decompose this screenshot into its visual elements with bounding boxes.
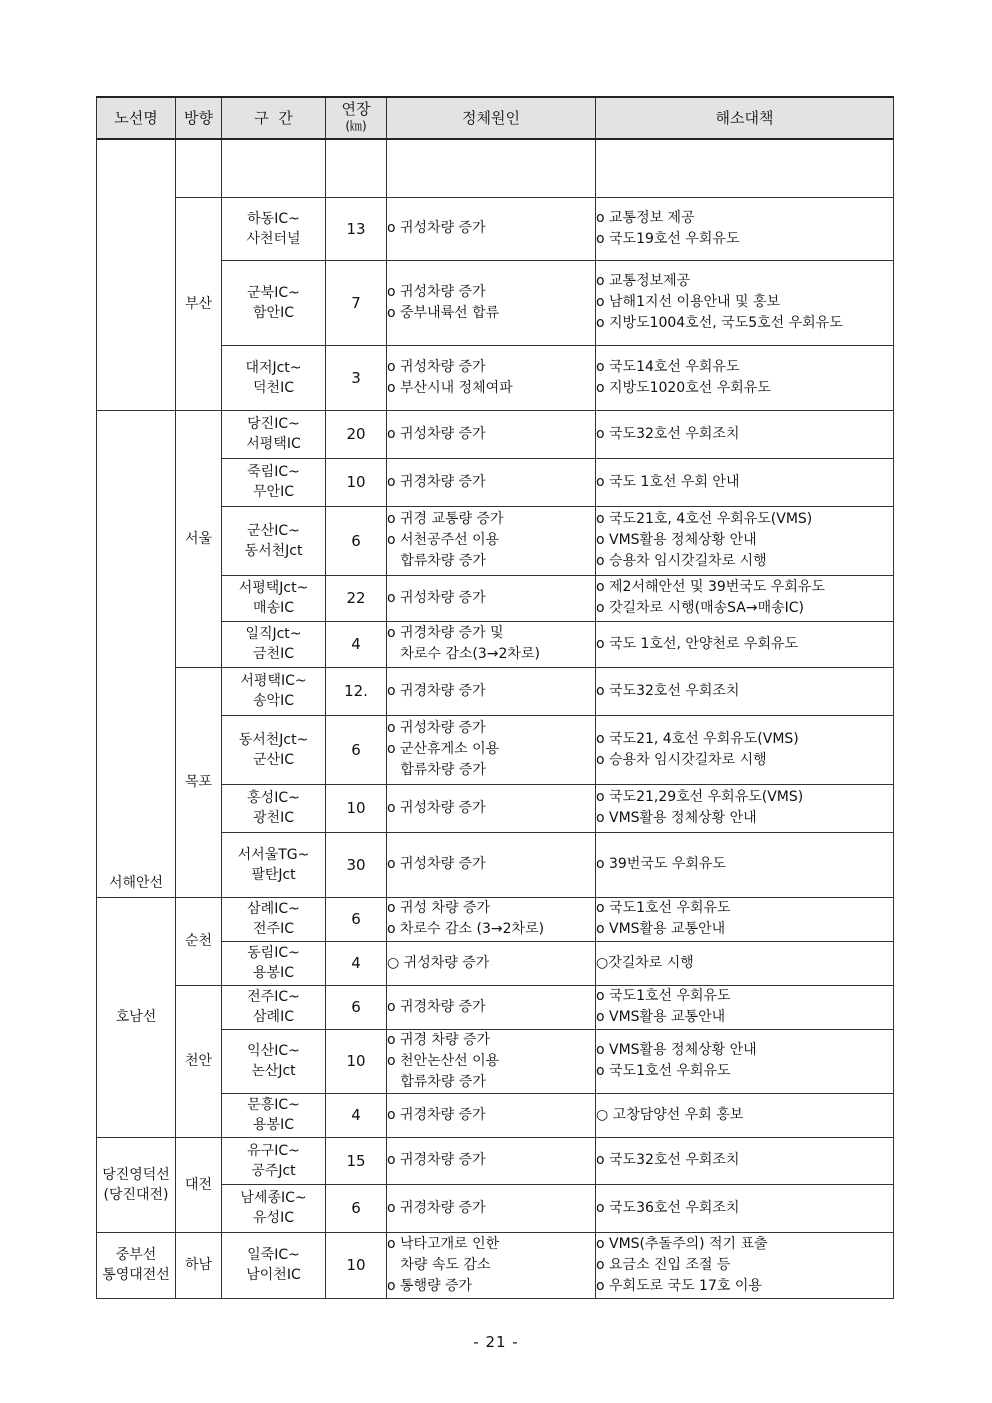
- plan-item: o 국도32호선 우회조치: [596, 1152, 740, 1168]
- route-name: (당진대전): [103, 1186, 169, 1203]
- plan-item: o 국도1호선 우회유도: [596, 1063, 731, 1079]
- section-name: 용봉IC: [253, 965, 294, 981]
- plan-cell: [596, 941, 894, 985]
- header-section: 구 간: [222, 97, 326, 139]
- length-cell: 22: [326, 575, 387, 621]
- direction-cell: [176, 197, 222, 410]
- direction-cell: [176, 1137, 222, 1232]
- length-cell: 10: [326, 784, 387, 832]
- length-cell: 10: [326, 1029, 387, 1093]
- plan-cell: [596, 410, 894, 458]
- route-name-cell: [97, 1137, 176, 1232]
- section-cell: [222, 784, 326, 832]
- cause-cell: [387, 345, 596, 410]
- direction-cell: [176, 410, 222, 667]
- section-cell: [222, 458, 326, 506]
- plan-item: o 국도14호선 우회유도: [596, 358, 740, 375]
- section-cell: [222, 1184, 326, 1232]
- section-name: 유구IC~: [247, 1142, 300, 1159]
- section-name: 남이천IC: [246, 1267, 301, 1283]
- cause-cell: [387, 197, 596, 260]
- direction-label: 천안: [184, 1053, 213, 1069]
- section-cell: [222, 506, 326, 575]
- section-name: 하동IC~: [247, 210, 300, 227]
- cause-cell: [387, 1232, 596, 1298]
- section-name: 금천IC: [253, 646, 294, 662]
- cause-cell: [387, 667, 596, 715]
- section-cell: [222, 260, 326, 345]
- table-row: [97, 1232, 894, 1298]
- section-name: 매송IC: [253, 600, 294, 616]
- plan-item: o 국도21, 4호선 우회유도(VMS): [596, 730, 799, 747]
- cause-cell: [387, 784, 596, 832]
- route-name: 당진영덕선: [102, 1166, 170, 1183]
- plan-item: o 남해1지선 이용안내 및 홍보: [596, 294, 781, 310]
- section-cell: [222, 667, 326, 715]
- section-name: 전주IC~: [247, 989, 300, 1005]
- length-cell: 6: [326, 985, 387, 1029]
- congestion-table: [96, 96, 894, 1299]
- cause-cell: [387, 621, 596, 667]
- cause-item: o 귀성차량 증가: [387, 589, 486, 606]
- section-cell: [222, 345, 326, 410]
- plan-item: o 국도32호선 우회조치: [596, 682, 740, 699]
- plan-cell: [596, 575, 894, 621]
- plan-item: o 국도 1호선 우회 안내: [596, 473, 740, 490]
- plan-item: o 교통정보 제공: [596, 209, 695, 226]
- plan-cell: [596, 458, 894, 506]
- cause-item: o 귀경차량 증가: [387, 682, 486, 699]
- section-cell: [222, 832, 326, 897]
- direction-label: 순천: [184, 933, 213, 949]
- length-cell: 10: [326, 458, 387, 506]
- direction-cell: [176, 139, 222, 197]
- plan-item: o VMS활용 교통안내: [596, 1009, 726, 1025]
- plan-cell: [596, 784, 894, 832]
- cause-cell: [387, 832, 596, 897]
- plan-cell: [596, 621, 894, 667]
- cause-item: 차로수 감소(3→2차로): [387, 646, 540, 662]
- length-cell: 4: [326, 1093, 387, 1137]
- plan-cell: [596, 667, 894, 715]
- cause-item: o 군산휴게소 이용: [387, 741, 500, 757]
- plan-item: o 국도1호선 우회유도: [596, 900, 731, 916]
- cause-item: o 귀경 교통량 증가: [387, 511, 504, 527]
- section-name: 송악IC: [253, 693, 294, 709]
- cause-item: o 귀경차량 증가 및: [387, 625, 504, 641]
- direction-label: 부산: [184, 295, 213, 312]
- section-cell: [222, 897, 326, 941]
- cause-item: o 귀성차량 증가: [387, 856, 486, 872]
- cause-item: o 통행량 증가: [387, 1277, 473, 1294]
- table-row: [97, 897, 894, 941]
- direction-label: 대전: [184, 1176, 213, 1193]
- direction-label: 하남: [184, 1257, 213, 1273]
- cause-item: o 귀성차량 증가: [387, 799, 486, 816]
- plan-item: ○ 고창담양선 우회 홍보: [596, 1106, 744, 1123]
- section-cell: [222, 1029, 326, 1093]
- cause-item: o 서천공주선 이용: [387, 532, 500, 548]
- route-name: 중부선: [115, 1247, 157, 1263]
- plan-cell: [596, 715, 894, 784]
- section-name: 군산IC: [253, 751, 294, 768]
- section-name: 전주IC: [253, 921, 294, 937]
- length-cell: 10: [326, 1232, 387, 1298]
- direction-cell: [176, 667, 222, 897]
- header-plan: 해소대책: [596, 97, 894, 139]
- section-name: 일죽IC~: [247, 1247, 300, 1263]
- length-cell: 13: [326, 197, 387, 260]
- header-direction: 방향: [176, 97, 222, 139]
- plan-item: o 지방도1004호선, 국도5호선 우회유도: [596, 315, 843, 331]
- plan-item: o 제2서해안선 및 39번국도 우회유도: [596, 579, 825, 595]
- section-cell: [222, 1093, 326, 1137]
- table-row: [97, 985, 894, 1029]
- length-cell: 6: [326, 1184, 387, 1232]
- plan-item: ○갓길차로 시행: [596, 954, 694, 971]
- section-name: 함안IC: [253, 304, 294, 321]
- table-row: [97, 667, 894, 715]
- plan-item: o 교통정보제공: [596, 273, 691, 289]
- plan-cell: [596, 985, 894, 1029]
- direction-cell: [176, 1232, 222, 1298]
- direction-label: 서울: [184, 530, 213, 547]
- plan-item: o 갓길차로 시행(매송SA→매송IC): [596, 600, 804, 616]
- section-name: 공주Jct: [251, 1162, 296, 1179]
- header-length: [326, 97, 387, 139]
- length-cell: 4: [326, 941, 387, 985]
- section-cell: [222, 715, 326, 784]
- cause-item: o 귀경차량 증가: [387, 1199, 486, 1216]
- page-number: - 21 -: [473, 1333, 519, 1351]
- plan-cell: [596, 1137, 894, 1184]
- plan-item: o VMS활용 정체상황 안내: [596, 532, 757, 548]
- section-cell: [222, 410, 326, 458]
- header-cause: 정체원인: [387, 97, 596, 139]
- route-name-cell: [97, 897, 176, 1137]
- section-cell: [222, 1232, 326, 1298]
- length-cell: 3: [326, 345, 387, 410]
- plan-item: o 국도19호선 우회유도: [596, 230, 740, 247]
- cause-cell: [387, 139, 596, 197]
- plan-item: o VMS활용 정체상황 안내: [596, 810, 757, 826]
- length-cell: 12.: [326, 667, 387, 715]
- cause-item: o 귀경차량 증가: [387, 1106, 486, 1123]
- section-name: 무안IC: [253, 484, 294, 500]
- plan-item: o 국도21,29호선 우회유도(VMS): [596, 789, 804, 805]
- route-name-cell: [97, 410, 176, 897]
- section-name: 문흥IC~: [247, 1097, 300, 1113]
- section-name: 서평택Jct~: [238, 580, 309, 596]
- cause-cell: [387, 575, 596, 621]
- cause-item: o 부산시내 정체여파: [387, 379, 513, 396]
- cause-item: 합류차량 증가: [387, 553, 486, 569]
- plan-item: o 지방도1020호선 우회유도: [596, 379, 771, 396]
- header-route: 노선명: [97, 97, 176, 139]
- cause-item: 합류차량 증가: [387, 1073, 486, 1090]
- section-cell: [222, 1137, 326, 1184]
- section-name: 남세종IC~: [240, 1190, 307, 1206]
- plan-item: o 국도 1호선, 안양천로 우회유도: [596, 635, 799, 652]
- cause-item: o 귀성차량 증가: [387, 720, 486, 736]
- section-cell: [222, 197, 326, 260]
- cause-cell: [387, 985, 596, 1029]
- section-name: 서서울TG~: [237, 846, 310, 863]
- section-name: 논산Jct: [251, 1063, 296, 1079]
- plan-cell: [596, 1029, 894, 1093]
- cause-cell: [387, 410, 596, 458]
- plan-item: o VMS활용 정체상황 안내: [596, 1042, 757, 1058]
- section-name: 대저Jct~: [245, 359, 302, 376]
- plan-item: o 승용차 임시갓길차로 시행: [596, 553, 767, 569]
- plan-item: o VMS(추돌주의) 적기 표출: [596, 1235, 768, 1252]
- section-cell: [222, 985, 326, 1029]
- section-name: 서평택IC: [246, 436, 301, 452]
- cause-item: o 귀성 차량 증가: [387, 900, 491, 916]
- plan-cell: [596, 260, 894, 345]
- section-name: 서평택IC~: [240, 673, 307, 689]
- cause-item: o 귀경차량 증가: [387, 473, 486, 490]
- table-row: [97, 1137, 894, 1184]
- length-cell: 6: [326, 715, 387, 784]
- table-row: [97, 410, 894, 458]
- cause-item: o 낙타고개로 인한: [387, 1235, 500, 1252]
- section-name: 죽림IC~: [247, 464, 300, 480]
- plan-cell: [596, 1184, 894, 1232]
- section-cell: [222, 621, 326, 667]
- cause-item: o 귀경차량 증가: [387, 1152, 486, 1168]
- plan-cell: [596, 506, 894, 575]
- plan-cell: [596, 1093, 894, 1137]
- cause-cell: [387, 260, 596, 345]
- route-name-cell: [97, 139, 176, 410]
- cause-cell: [387, 1093, 596, 1137]
- length-cell: 6: [326, 506, 387, 575]
- cause-cell: [387, 941, 596, 985]
- table-row: [97, 139, 894, 197]
- section-name: 덕천IC: [253, 379, 294, 396]
- section-name: 유성IC: [253, 1210, 294, 1226]
- header-row: [97, 97, 894, 139]
- section-cell: [222, 139, 326, 197]
- plan-cell: [596, 197, 894, 260]
- plan-cell: [596, 897, 894, 941]
- route-name: 호남선: [115, 1009, 157, 1025]
- section-name: 동서천Jct~: [238, 731, 309, 748]
- cause-cell: [387, 506, 596, 575]
- section-name: 익산IC~: [247, 1043, 300, 1059]
- cause-item: o 귀경 차량 증가: [387, 1031, 491, 1048]
- plan-item: o 우회도로 국도 17호 이용: [596, 1277, 762, 1294]
- route-name-cell: [97, 1232, 176, 1298]
- section-name: 군산IC~: [247, 522, 300, 539]
- direction-cell: [176, 985, 222, 1137]
- plan-item: o 국도21호, 4호선 우회유도(VMS): [596, 511, 813, 527]
- plan-item: o 국도32호선 우회조치: [596, 425, 740, 442]
- length-cell: 30: [326, 832, 387, 897]
- cause-item: ○ 귀성차량 증가: [387, 954, 490, 971]
- section-name: 사천터널: [246, 230, 301, 247]
- direction-cell: [176, 897, 222, 985]
- cause-item: o 중부내륙선 합류: [387, 304, 500, 321]
- route-name: 서해안선: [108, 874, 164, 891]
- cause-item: o 천안논산선 이용: [387, 1052, 500, 1069]
- plan-item: o 승용차 임시갓길차로 시행: [596, 751, 767, 768]
- length-cell: 7: [326, 260, 387, 345]
- plan-cell: [596, 139, 894, 197]
- plan-item: o 요금소 진입 조절 등: [596, 1256, 731, 1273]
- route-name: 통영대전선: [102, 1267, 170, 1283]
- section-name: 동림IC~: [247, 945, 300, 961]
- length-cell: [326, 139, 387, 197]
- plan-item: o 39번국도 우회유도: [596, 856, 726, 872]
- section-cell: [222, 575, 326, 621]
- cause-cell: [387, 1029, 596, 1093]
- section-cell: [222, 941, 326, 985]
- section-name: 팔탄Jct: [251, 866, 296, 883]
- section-name: 당진IC~: [247, 416, 300, 432]
- direction-label: 목포: [184, 774, 213, 790]
- section-name: 동서천Jct: [244, 542, 303, 559]
- header-length-unit: (㎞): [345, 119, 367, 133]
- cause-item: 합류차량 증가: [387, 762, 486, 778]
- plan-cell: [596, 832, 894, 897]
- plan-cell: [596, 1232, 894, 1298]
- section-name: 군북IC~: [247, 284, 300, 301]
- section-name: 삼례IC: [253, 1009, 294, 1025]
- header-length-label: 연장: [341, 100, 371, 118]
- plan-item: o 국도1호선 우회유도: [596, 988, 731, 1004]
- length-cell: 4: [326, 621, 387, 667]
- cause-item: 차량 속도 감소: [387, 1256, 491, 1273]
- section-name: 일직Jct~: [245, 626, 302, 642]
- section-name: 삼례IC~: [247, 901, 300, 917]
- length-cell: 15: [326, 1137, 387, 1184]
- plan-cell: [596, 345, 894, 410]
- cause-cell: [387, 1137, 596, 1184]
- section-name: 홍성IC~: [247, 790, 300, 806]
- length-cell: 20: [326, 410, 387, 458]
- cause-item: o 귀성차량 증가: [387, 283, 486, 300]
- cause-cell: [387, 1184, 596, 1232]
- plan-item: o 국도36호선 우회조치: [596, 1199, 740, 1216]
- cause-item: o 귀경차량 증가: [387, 998, 486, 1015]
- cause-item: o 귀성차량 증가: [387, 425, 486, 442]
- plan-item: o VMS활용 교통안내: [596, 921, 726, 937]
- section-name: 용봉IC: [253, 1117, 294, 1133]
- cause-cell: [387, 458, 596, 506]
- cause-item: o 차로수 감소 (3→2차로): [387, 921, 545, 937]
- cause-item: o 귀성차량 증가: [387, 358, 486, 375]
- cause-cell: [387, 715, 596, 784]
- section-name: 광천IC: [253, 810, 294, 826]
- length-cell: 6: [326, 897, 387, 941]
- table-row: [97, 197, 894, 260]
- cause-cell: [387, 897, 596, 941]
- cause-item: o 귀성차량 증가: [387, 220, 486, 236]
